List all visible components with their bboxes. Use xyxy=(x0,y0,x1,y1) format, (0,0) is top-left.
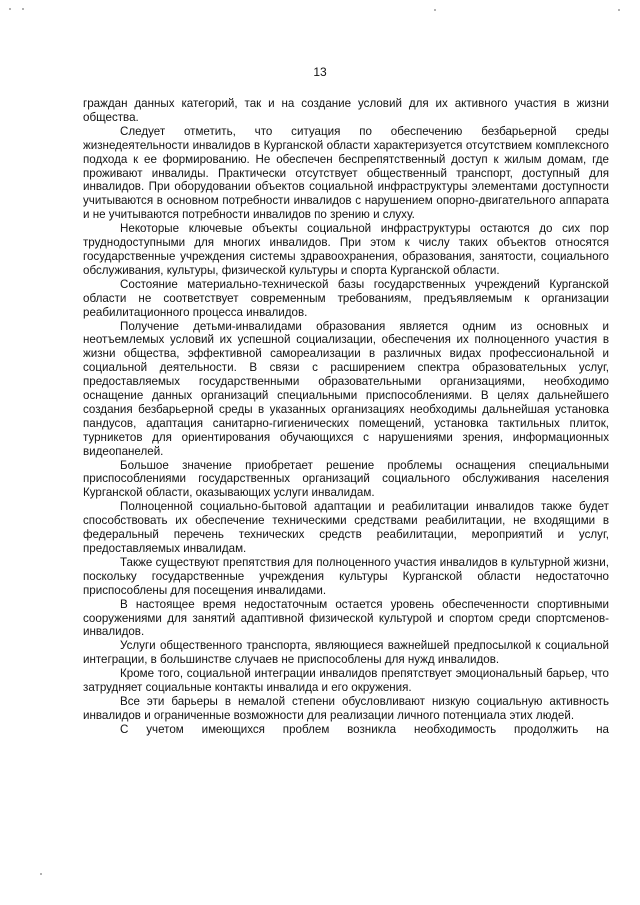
paragraph: Получение детьми-инвалидами образования является одним из основных и неотъемлемых условий их успешной социализации, обеспечения их полноценного участия в жизни общества, эффективной самореализации в различных видах профессиональной и социальной деятельности. В связи с расширением спектра образовательных услуг, предоставляемых государственными образовательными организациями, необходимо оснащение данных организаций специальными приспособлениями. В целях дальнейшего создания безбарьерной среды в указанных организациях необходимы дальнейшая установка пандусов, адаптация санитарно-гигиенических помещений, установка тактильных плиток, турникетов для ориентирования обучающихся с нарушениями зрения, информационных видеопанелей. xyxy=(83,319,609,458)
scan-speck xyxy=(40,873,42,875)
paragraph: С учетом имеющихся проблем возникла необходимость продолжить на xyxy=(120,722,609,736)
paragraph: граждан данных категорий, так и на создание условий для их активного участия в жизни общества. xyxy=(83,97,609,124)
paragraph: Следует отметить, что ситуация по обеспечению безбарьерной среды жизнедеятельности инвалидов в Курганской области характеризуется отсутствием комплексного подхода к ее формированию. Не обеспечен беспрепятственный доступ к жилым домам, где проживают инвалиды. Практически отсутствует общественный транспорт, доступный для инвалидов. При оборудовании объектов социальной инфраструктуры элементами доступности учитываются в основном потребности инвалидов с нарушением опорно-двигательного аппарата и не учитываются потребности инвалидов по зрению и слуху. xyxy=(83,124,609,222)
scan-speck xyxy=(9,8,11,10)
paragraph: Также существуют препятствия для полноценного участия инвалидов в культурной жизни, поскольку государственные учреждения культуры Курганской области недостаточно приспособлены для посещения инвалидами. xyxy=(83,555,609,597)
paragraph: Большое значение приобретает решение проблемы оснащения специальными приспособлениями государственных организаций социального обслуживания населения Курганской области, оказывающих услуги инвалидам. xyxy=(83,458,609,500)
paragraph: Полноценной социально-бытовой адаптации и реабилитации инвалидов также будет способствовать их обеспечение техническими средствами реабилитации, не входящими в федеральный перечень технических средств реабилитации, мероприятий и услуг, предоставляемых инвалидам. xyxy=(83,500,609,555)
scan-speck xyxy=(434,9,436,11)
paragraph: Кроме того, социальной интеграции инвалидов препятствует эмоциональный барьер, что затрудняет социальные контакты инвалида и его окружения. xyxy=(83,667,609,695)
page-number: 13 xyxy=(313,65,327,79)
paragraph: Услуги общественного транспорта, являющиеся важнейшей предпосылкой к социальной интеграции, в большинстве случаев не приспособлены для нужд инвалидов. xyxy=(83,639,609,667)
paragraph: Все эти барьеры в немалой степени обусловливают низкую социальную активность инвалидов и ограниченные возможности для реализации личного потенциала этих людей. xyxy=(83,694,609,722)
page-body xyxy=(83,97,609,737)
scan-speck xyxy=(618,9,620,11)
paragraph: В настоящее время недостаточным остается уровень обеспеченности спортивными сооружениями для занятий адаптивной физической культурой и спортом среди спортсменов-инвалидов. xyxy=(83,597,609,639)
paragraph: Некоторые ключевые объекты социальной инфраструктуры остаются до сих пор труднодоступными для многих инвалидов. При этом к числу таких объектов относятся государственные учреждения системы здравоохранения, образования, занятости, социального обслуживания, культуры, физической культуры и спорта Курганской области. xyxy=(83,222,609,277)
paragraph: Состояние материально-технической базы государственных учреждений Курганской области не соответствует современным требованиям, предъявляемым к организации реабилитационного процесса инвалидов. xyxy=(83,277,609,319)
scan-speck xyxy=(22,8,24,10)
